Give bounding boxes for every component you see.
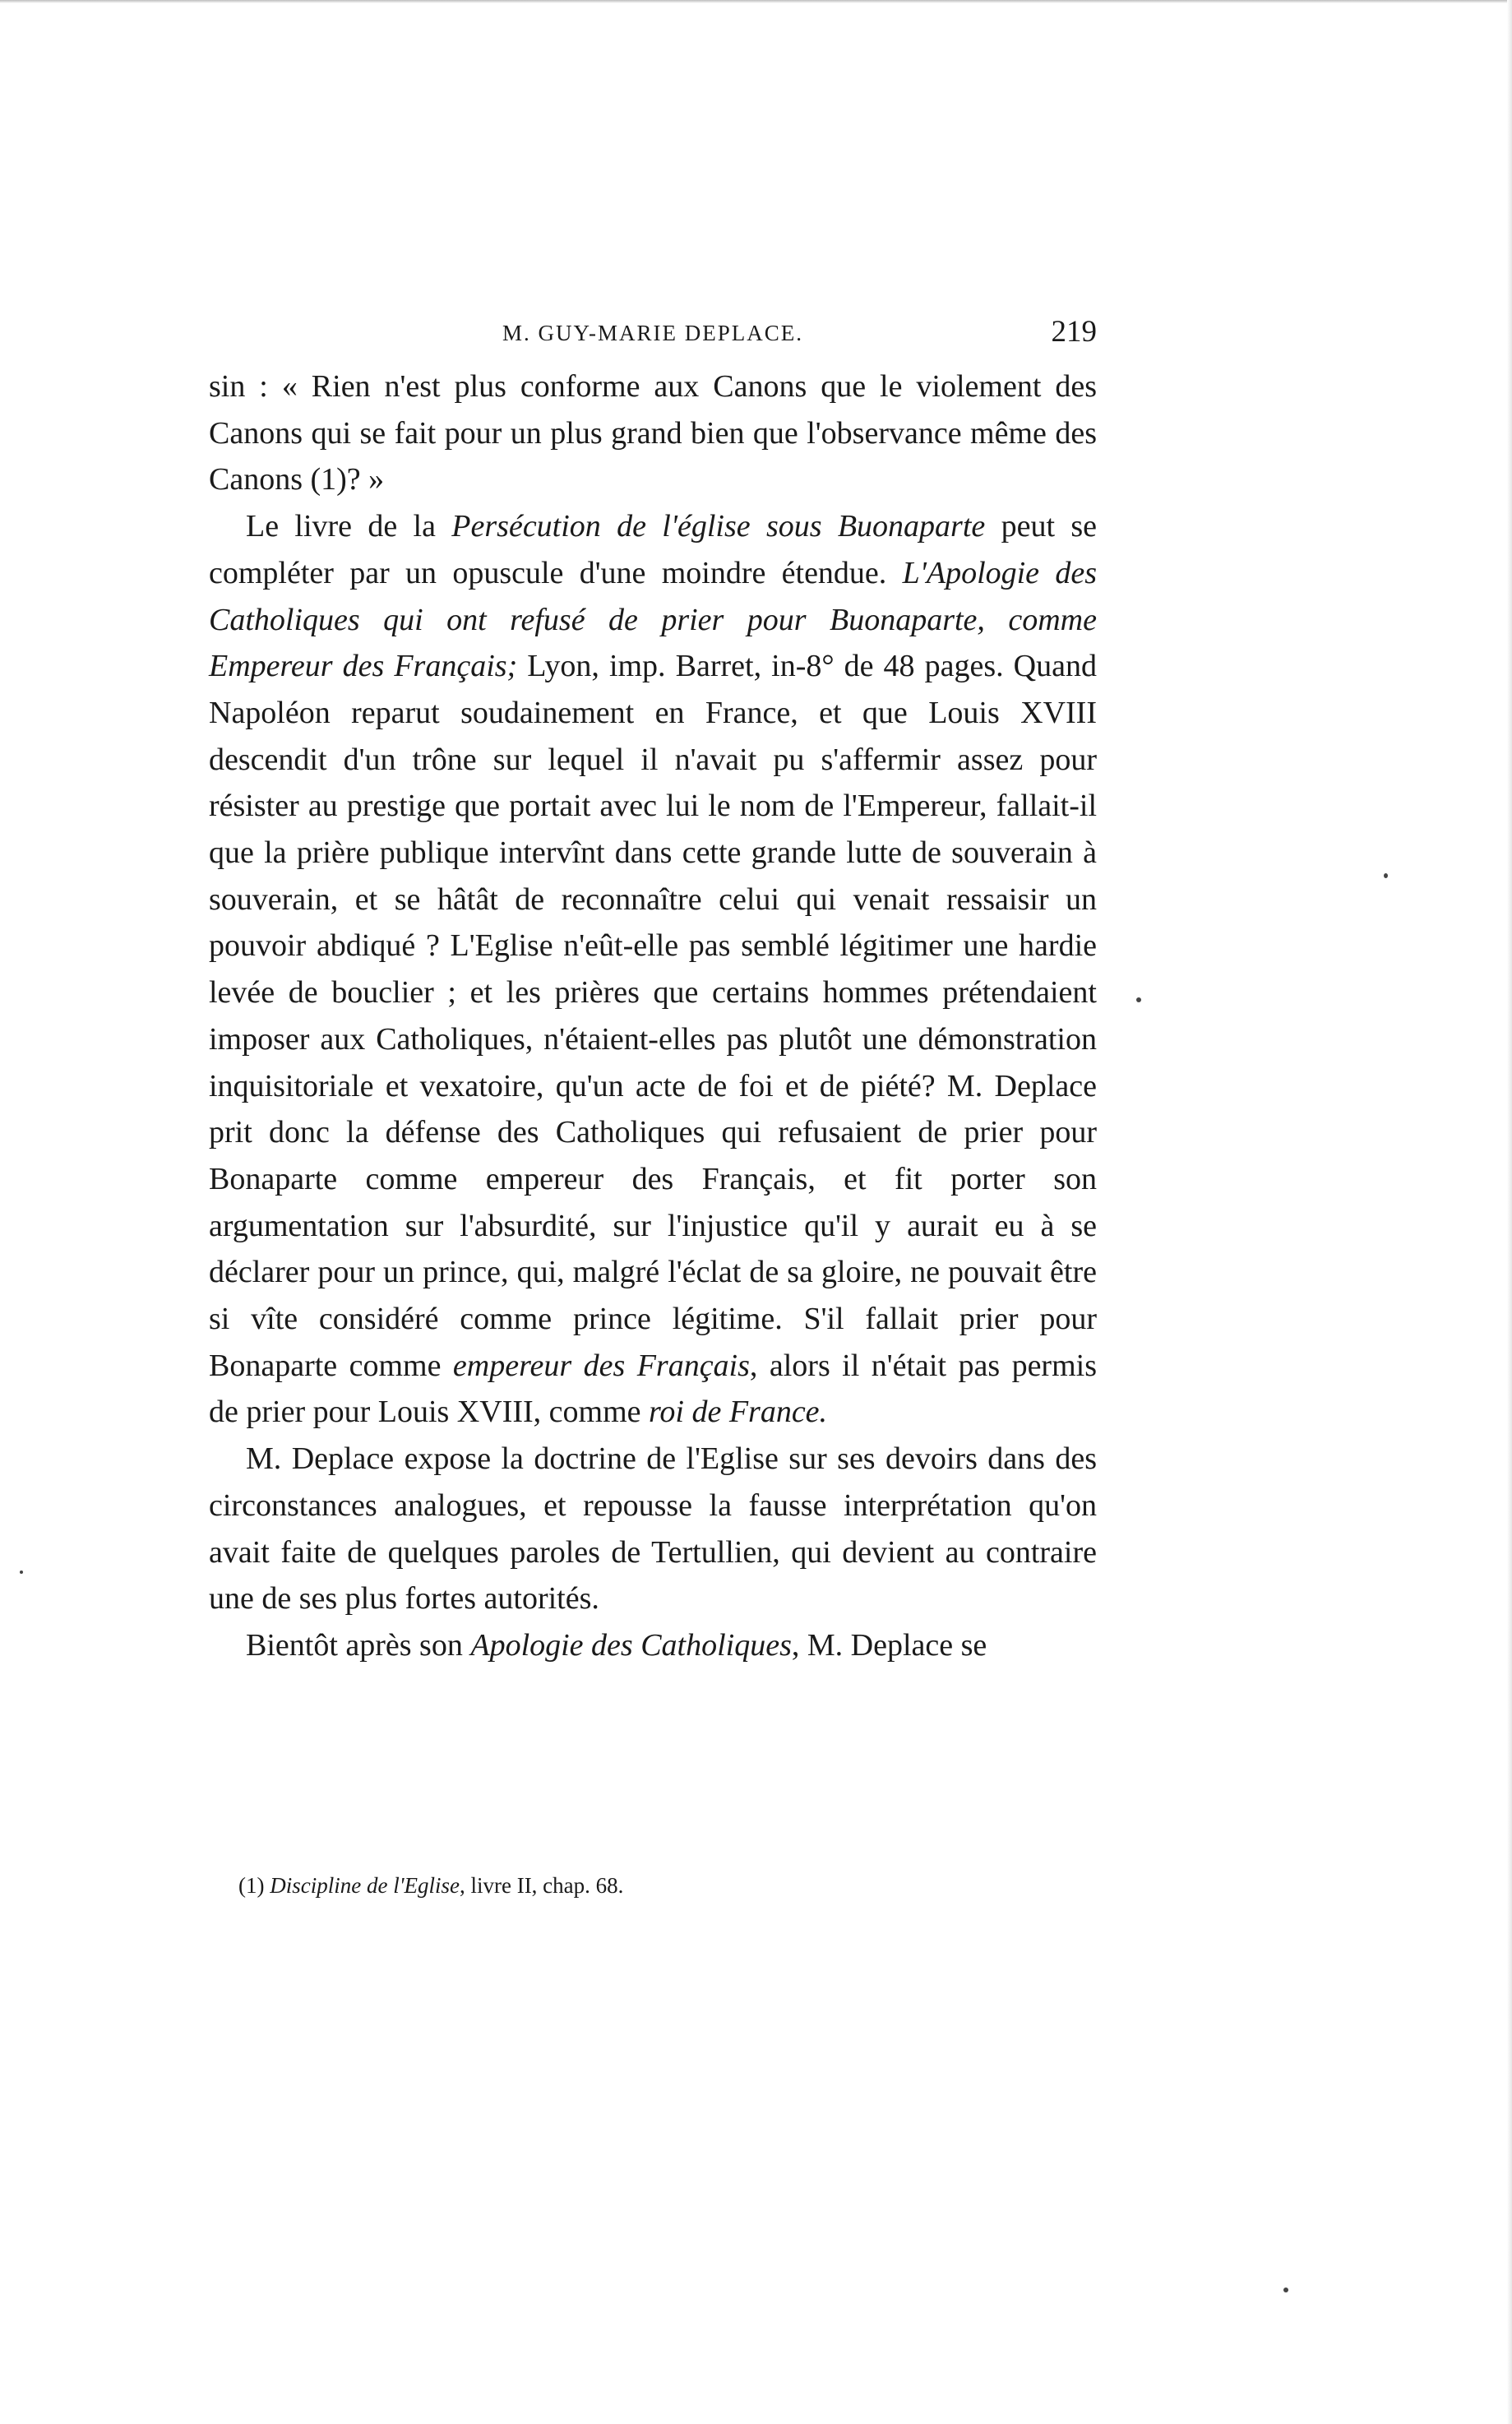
paragraph-1: [209, 363, 1097, 503]
paragraph-1-text: sin : « Rien n'est plus conforme aux Canons que le violement des Canons qui se fait pour un plus grand bien que l'observance même des Canons (1)? »: [209, 369, 1097, 497]
footnote-reference: , livre II, chap. 68.: [459, 1873, 624, 1898]
scan-speck: [20, 1571, 23, 1574]
page-header: [209, 314, 1097, 355]
page-right-edge: [1507, 0, 1512, 2424]
paragraph-4-text-1: Bientôt après son: [246, 1627, 471, 1663]
paragraph-4: [209, 1622, 1097, 1669]
paragraph-2-text-4: , alors il n'était pas permis de prier pour Louis XVIII, comme: [209, 1348, 1097, 1430]
paragraph-4-text-2: , M. Deplace se: [791, 1627, 987, 1663]
scan-speck: [1384, 873, 1388, 878]
page-number: 219: [1051, 315, 1097, 349]
paragraph-2: [209, 503, 1097, 1436]
body-text: [209, 363, 1097, 1669]
paragraph-2-emphasis-empereur: empereur des Français: [452, 1348, 750, 1383]
paragraph-2-text-2: peut se compléter par un opuscule d'une moindre étendue.: [209, 509, 1097, 590]
paragraph-4-title-apologie: Apologie des Catholiques: [470, 1627, 792, 1663]
footnote: [238, 1873, 623, 1899]
running-head: M. GUY-MARIE DEPLACE.: [502, 321, 803, 345]
paragraph-2-title-persecution: Persécution de l'église sous Buonaparte: [451, 509, 986, 544]
paragraph-3: [209, 1436, 1097, 1622]
footnote-title: Discipline de l'Eglise: [270, 1873, 460, 1898]
footnote-marker: (1): [238, 1873, 270, 1898]
paragraph-3-text: M. Deplace expose la doctrine de l'Eglise sur ses devoirs dans des circonstances analogues, et repousse la fausse interprétation qu'on avait faite de quelques paroles de Tertullien, qui devient au contraire une de ses plus fortes autorités.: [209, 1441, 1097, 1617]
paragraph-2-emphasis-roi: roi de France.: [649, 1395, 828, 1430]
scan-speck: [1283, 2288, 1288, 2292]
paragraph-2-text-3: Lyon, imp. Barret, in-8° de 48 pages. Quand Napoléon reparut soudainement en France, et que Louis XVIII descendit d'un trône sur lequel il n'avait pu s'affermir assez pour résister au prestige que portait avec lui le nom de l'Empereur, fallait-il que la prière publique intervînt dans cette grande lutte de souverain à souverain, et se hâtât de reconnaître celui qui venait ressaisir un pouvoir abdiqué ? L'Eglise n'eût-elle pas semblé légitimer une hardie levée de bouclier ; et les prières que certains hommes prétendaient imposer aux Catholiques, n'étaient-elles pas plutôt une démonstration inquisitoriale et vexatoire, qu'un acte de foi et de piété? M. Deplace prit donc la défense des Catholiques qui refusaient de prier pour Bonaparte comme empereur des Français, et fit porter son argumentation sur l'absurdité, sur l'injustice qu'il y aurait eu à se déclarer pour un prince, qui, malgré l'éclat de sa gloire, ne pouvait être si vîte considéré comme prince légitime. S'il fallait prier pour Bonaparte comme: [209, 649, 1097, 1383]
page-top-edge: [0, 0, 1512, 3]
scan-speck: [1136, 997, 1141, 1002]
paragraph-2-title-apologie: L'Apologie des Catholiques qui ont refusé de prier pour Buonaparte, comme Empereur des Français;: [209, 555, 1097, 684]
paragraph-2-text-1: Le livre de la: [246, 509, 452, 544]
